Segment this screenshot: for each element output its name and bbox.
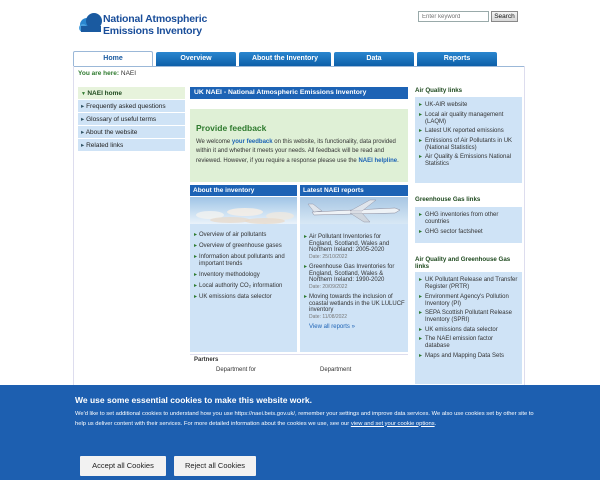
- report-item[interactable]: [304, 234, 406, 260]
- list-item[interactable]: ▸ Information about pollutants and important trends: [194, 254, 295, 268]
- list-item[interactable]: ▸ The NAEI emission factor database: [419, 336, 519, 350]
- report-date: Date: 20/09/2022: [309, 283, 348, 290]
- list-item[interactable]: ▸ Overview of air pollutants: [194, 232, 295, 239]
- sidebar: [78, 87, 185, 152]
- clouds-illustration: [190, 197, 297, 224]
- list-item[interactable]: ▸ UK-AIR website: [419, 102, 519, 109]
- airplane-image: [300, 197, 408, 224]
- report-title[interactable]: ▸ Moving towards the inclusion of coastal wetlands in the UK LULUCF inventory: [309, 294, 405, 313]
- aq-ghg-links-box: [415, 272, 522, 384]
- list-item[interactable]: ▸ GHG inventories from other countries: [419, 212, 519, 226]
- report-title[interactable]: ▸ Air Pollutant Inventories for England, Scotland, Wales and Northern Ireland: 2005-2020: [309, 234, 390, 253]
- about-inventory-list: [190, 224, 297, 352]
- cloud-logo-icon: [78, 10, 104, 36]
- partners-section: [190, 354, 408, 384]
- sidebar-item-glossary[interactable]: ▸ Glossary of useful terms: [78, 113, 185, 126]
- view-all-reports-link[interactable]: View all reports »: [309, 324, 355, 330]
- report-date: Date: 11/08/2022: [309, 313, 347, 320]
- air-quality-links-box: [415, 97, 522, 183]
- search-button[interactable]: Search: [491, 11, 518, 22]
- page-title: UK NAEI - National Atmospheric Emissions Inventory: [190, 87, 408, 99]
- feedback-panel: [190, 109, 408, 182]
- list-item[interactable]: ▸ Latest UK reported emissions: [419, 128, 519, 135]
- tab-data[interactable]: Data: [334, 52, 414, 66]
- breadcrumb-current[interactable]: NAEI: [120, 70, 137, 77]
- breadcrumb: [78, 70, 136, 77]
- air-quality-links-heading: Air Quality links: [415, 87, 463, 94]
- sidebar-item-naei-home[interactable]: ▼ NAEI home: [78, 87, 185, 100]
- cookie-text-end: .: [434, 420, 437, 427]
- partners-heading: Partners: [194, 357, 219, 363]
- partner-1-text: Department for: [216, 367, 257, 373]
- cookie-text: [75, 410, 535, 429]
- breadcrumb-label: You are here:: [78, 70, 120, 77]
- logo-text-line1: National Atmospheric: [103, 13, 208, 25]
- feedback-text-part: We welcome: [196, 139, 232, 145]
- sidebar-item-faq[interactable]: ▸ Frequently asked questions: [78, 100, 185, 113]
- feedback-text: [196, 138, 402, 166]
- sidebar-item-about-website[interactable]: ▸ About the website: [78, 126, 185, 139]
- helpline-link[interactable]: NAEI helpline: [358, 157, 398, 164]
- partner-logo-2[interactable]: [320, 367, 380, 373]
- list-item[interactable]: ▸ Maps and Mapping Data Sets: [419, 353, 519, 360]
- aq-ghg-links-heading: Air Quality and Greenhouse Gas links: [415, 256, 511, 270]
- feedback-heading: Provide feedback: [196, 123, 267, 133]
- latest-reports-list: [300, 224, 408, 352]
- latest-reports-heading[interactable]: Latest NAEI reports: [300, 185, 408, 196]
- partner-2-text: Department: [320, 367, 352, 373]
- list-item[interactable]: ▸ UK emissions data selector: [194, 294, 295, 301]
- feedback-text-part: on this website, its functionality, data provided within it and whether it meets your needs. All feedback will be read and reviewed. However, if you require a response please use the: [196, 139, 396, 164]
- cookie-text-body: We'd like to set additional cookies to understand how you use https://naei.beis.gov.uk/, remember your settings and improve data services. We also use cookies set by other site to help us deliver content with their services. For more detailed information about the cookies we use, see our: [75, 411, 534, 427]
- partner-logo-1[interactable]: [216, 367, 276, 373]
- feedback-text-part: .: [397, 157, 399, 164]
- list-item[interactable]: ▸ Local air quality management (LAQM): [419, 112, 519, 126]
- about-inventory-heading[interactable]: About the inventory: [190, 185, 297, 196]
- cookie-options-link[interactable]: view and set your cookie options: [350, 420, 435, 427]
- greenhouse-gas-links-heading: Greenhouse Gas links: [415, 196, 481, 203]
- list-item[interactable]: ▸ Inventory methodology: [194, 272, 295, 279]
- list-item[interactable]: ▸ Air Quality & Emissions National Statistics: [419, 154, 519, 168]
- tab-about-inventory[interactable]: About the Inventory: [239, 52, 331, 66]
- list-item[interactable]: ▸ Local authority CO₂ information: [194, 283, 295, 290]
- search-input[interactable]: [418, 11, 489, 22]
- report-item[interactable]: [304, 294, 406, 320]
- tab-overview[interactable]: Overview: [156, 52, 236, 66]
- report-title[interactable]: ▸ Greenhouse Gas Inventories for England, Scotland, Wales & Northern Ireland: 1990-2020: [309, 264, 395, 283]
- logo-text-line2: Emissions Inventory: [103, 25, 202, 37]
- list-item[interactable]: ▸ UK emissions data selector: [419, 327, 519, 334]
- feedback-link[interactable]: your feedback: [231, 139, 273, 145]
- airplane-icon: [300, 197, 408, 224]
- list-item[interactable]: ▸ GHG sector factsheet: [419, 229, 519, 236]
- accept-cookies-button[interactable]: Accept all Cookies: [80, 456, 166, 476]
- list-item[interactable]: ▸ UK Pollutant Release and Transfer Register (PRTR): [419, 277, 519, 291]
- reject-cookies-button[interactable]: Reject all Cookies: [174, 456, 256, 476]
- tab-reports[interactable]: Reports: [417, 52, 497, 66]
- list-item[interactable]: ▸ SEPA Scottish Pollutant Release Inventory (SPRI): [419, 310, 519, 324]
- report-item[interactable]: [304, 264, 406, 290]
- list-item[interactable]: ▸ Emissions of Air Pollutants in UK (National Statistics): [419, 138, 519, 152]
- report-date: Date: 25/10/2022: [309, 253, 348, 260]
- cookie-heading: We use some essential cookies to make this website work.: [75, 395, 312, 405]
- clouds-image: [190, 197, 297, 224]
- greenhouse-gas-links-box: [415, 207, 522, 243]
- sidebar-item-related-links[interactable]: ▸ Related links: [78, 139, 185, 152]
- tab-home[interactable]: Home: [73, 51, 153, 67]
- list-item[interactable]: ▸ Environment Agency's Pollution Inventory (PI): [419, 294, 519, 308]
- list-item[interactable]: ▸ Overview of greenhouse gases: [194, 243, 295, 250]
- site-logo[interactable]: [78, 10, 248, 40]
